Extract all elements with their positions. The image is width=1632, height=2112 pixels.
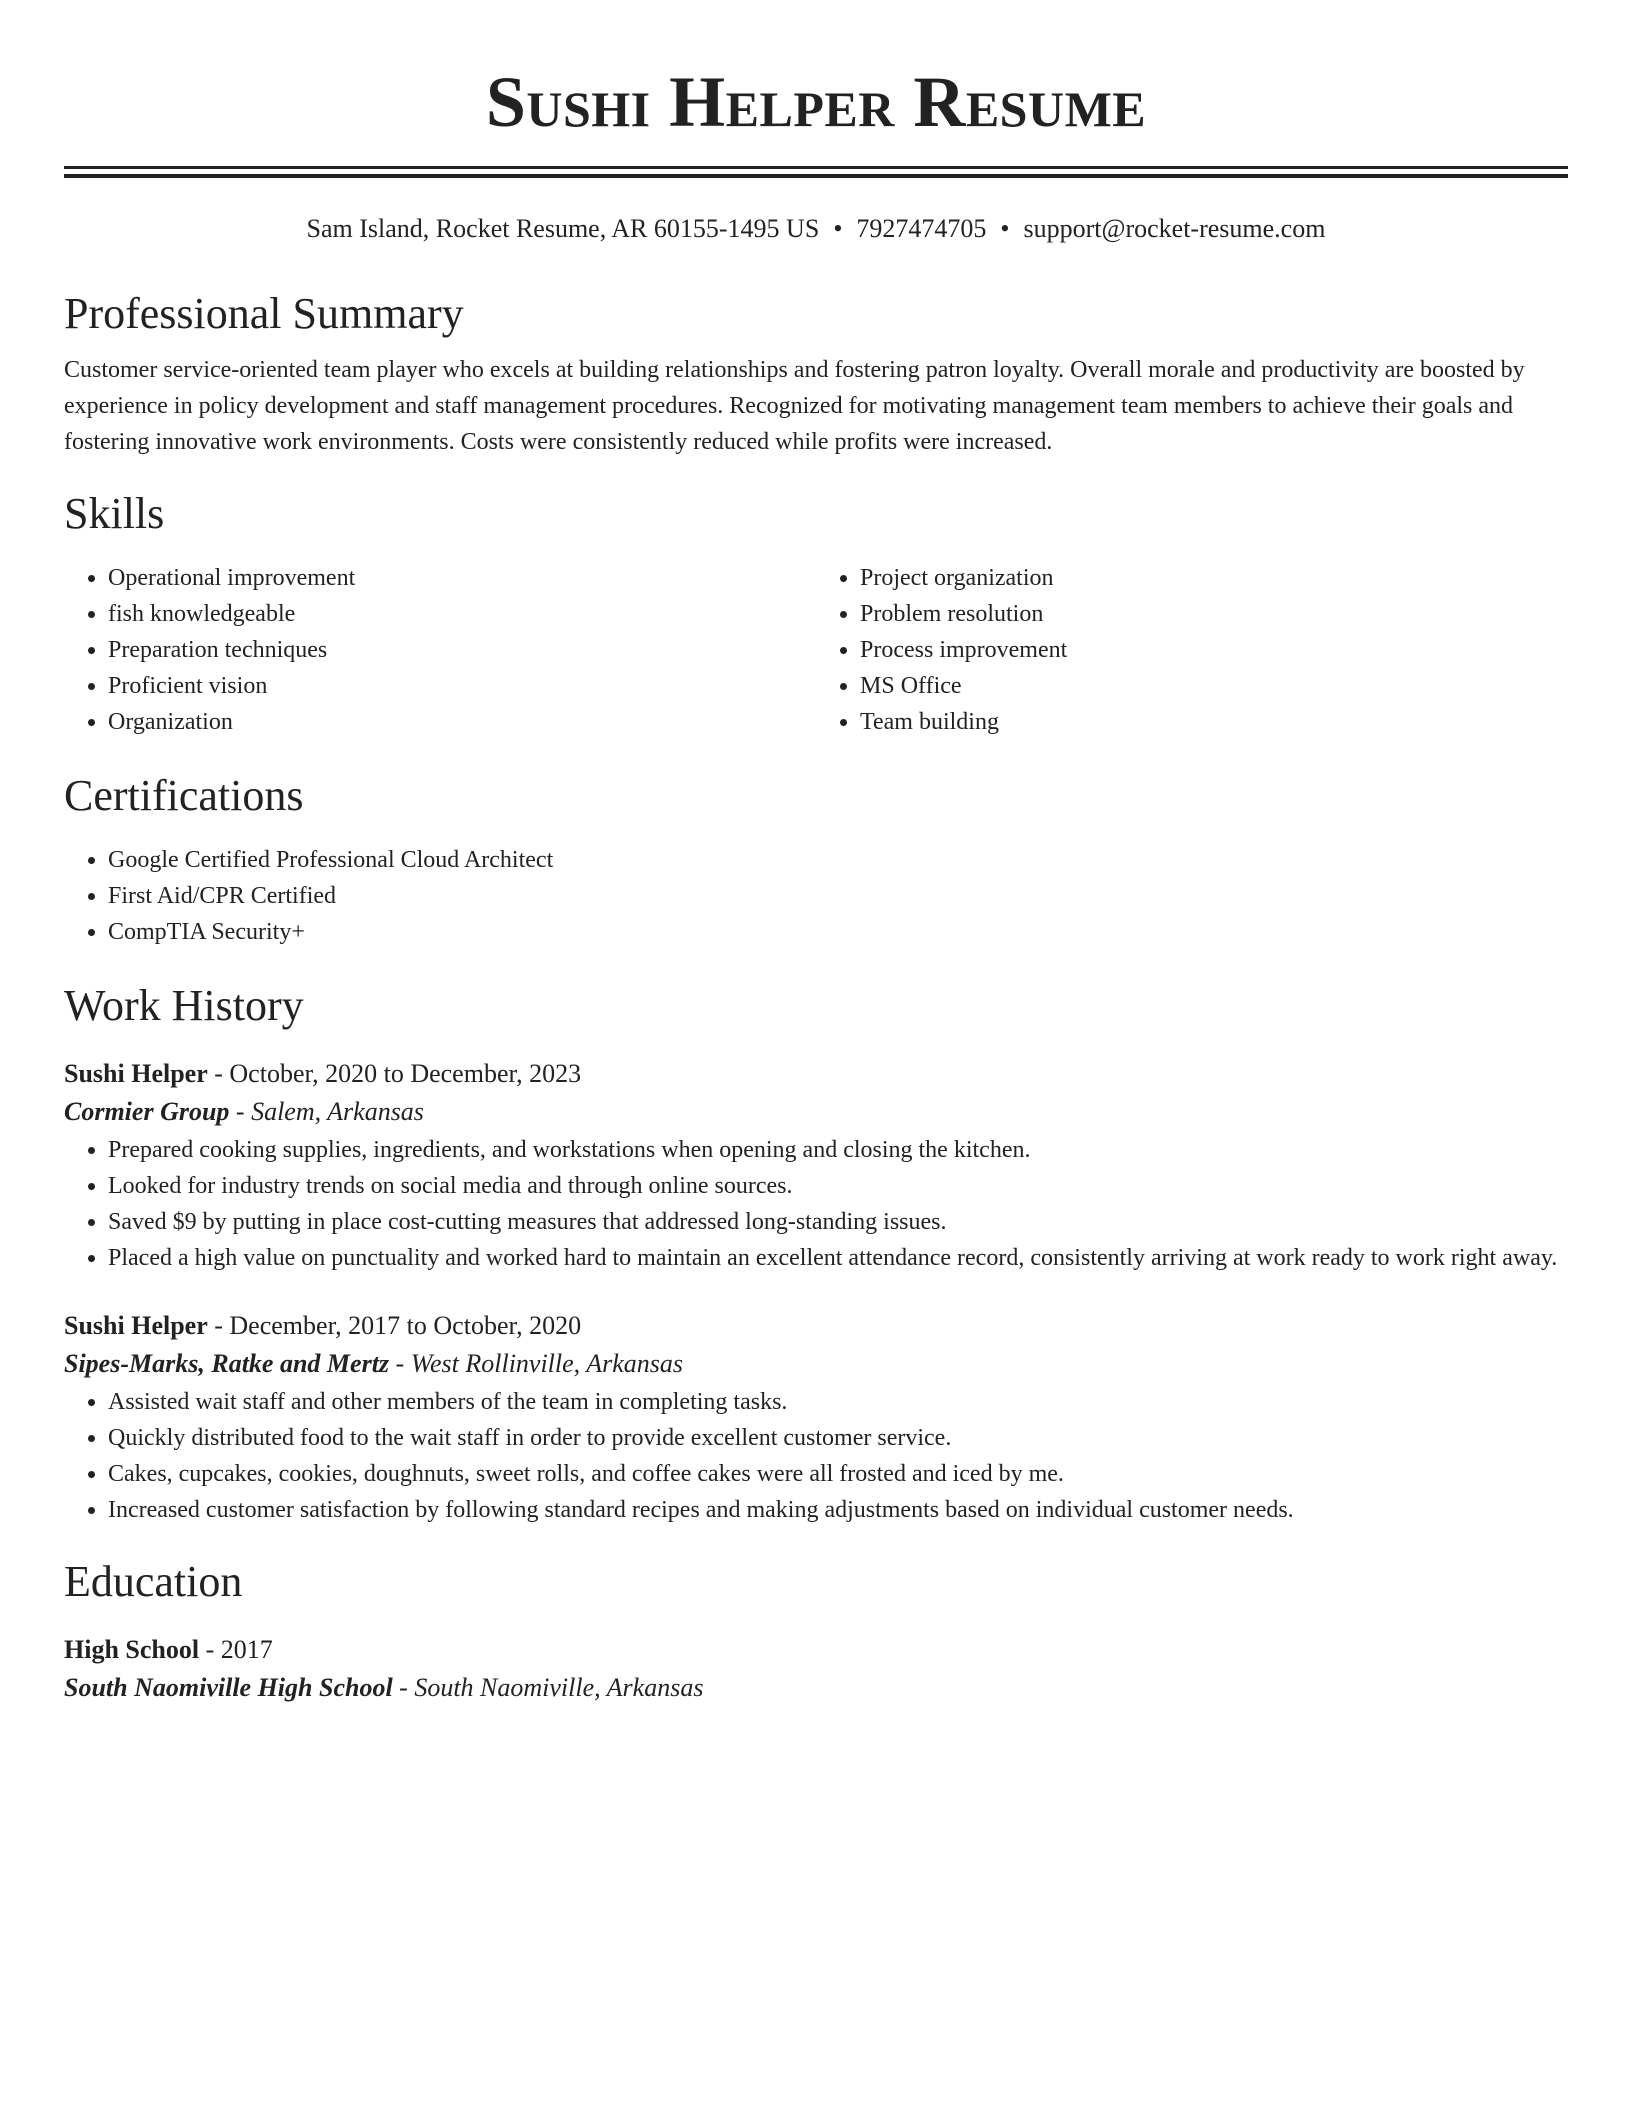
skill-item: • Operational improvement	[108, 560, 816, 596]
skill-item: • fish knowledgeable	[108, 596, 816, 632]
education-heading: Education	[64, 1557, 243, 1606]
job-duty-item: • Prepared cooking supplies, ingredients, and workstations when opening and closing the kitchen.	[108, 1132, 1568, 1168]
contact-email: support@rocket-resume.com	[1023, 214, 1326, 243]
work-history-heading: Work History	[64, 981, 304, 1030]
job-duty-item: • Increased customer satisfaction by following standard recipes and making adjustments based on individual customer needs.	[108, 1492, 1568, 1528]
job-title: Sushi Helper	[64, 1059, 208, 1088]
job-duty-item: • Quickly distributed food to the wait staff in order to provide excellent customer service.	[108, 1420, 1568, 1456]
job-title: Sushi Helper	[64, 1311, 208, 1340]
job-dates: - October, 2020 to December, 2023	[207, 1059, 582, 1088]
job-duty-item: • Assisted wait staff and other members of the team in completing tasks.	[108, 1384, 1568, 1420]
certifications-list	[64, 842, 1568, 950]
contact-address: Sam Island, Rocket Resume, AR 60155-1495 US	[306, 214, 820, 243]
job-company: Cormier Group	[64, 1097, 230, 1126]
skills-columns	[64, 560, 1568, 740]
education-degree-line	[64, 1632, 1568, 1668]
job-duty-item: • Looked for industry trends on social media and through online sources.	[108, 1168, 1568, 1204]
job-company-line	[64, 1092, 1568, 1132]
contact-separator: •	[833, 214, 843, 243]
skills-list-right	[816, 560, 1568, 740]
skill-item: • MS Office	[860, 668, 1568, 704]
job-dates: - December, 2017 to October, 2020	[207, 1311, 582, 1340]
skill-item: • Team building	[860, 704, 1568, 740]
education-school: South Naomiville High School	[64, 1673, 393, 1702]
job-entry	[64, 1056, 1568, 1276]
certification-item: • Google Certified Professional Cloud Architect	[108, 842, 1568, 878]
job-company: Sipes-Marks, Ratke and Mertz	[64, 1349, 390, 1378]
job-duties-list	[64, 1132, 1568, 1276]
resume-title: Sushi Helper Resume	[485, 62, 1147, 142]
skill-item: • Process improvement	[860, 632, 1568, 668]
job-company-line	[64, 1344, 1568, 1384]
contact-separator: •	[1000, 214, 1010, 243]
title-divider-thin	[64, 166, 1568, 169]
skill-item: • Preparation techniques	[108, 632, 816, 668]
education-school-line	[64, 1668, 1568, 1708]
contact-line	[64, 212, 1568, 246]
skills-list-left	[64, 560, 816, 740]
education-location: - South Naomiville, Arkansas	[392, 1673, 704, 1702]
summary-heading: Professional Summary	[64, 289, 464, 338]
job-duty-item: • Placed a high value on punctuality and worked hard to maintain an excellent attendance record, consistently arriving at work ready to work right away.	[108, 1240, 1568, 1276]
title-divider-thick	[64, 174, 1568, 178]
skill-item: • Project organization	[860, 560, 1568, 596]
certifications-heading: Certifications	[64, 771, 304, 820]
summary-text: Customer service-oriented team player who excels at building relationships and fostering patron loyalty. Overall morale and productivity are boosted by experience in policy development and staff management procedures. Recognized for motivating management team members to achieve their goals and fostering innovative work environments. Costs were consistently reduced while profits were increased.	[64, 357, 1525, 455]
job-title-line	[64, 1056, 1568, 1092]
job-duties-list	[64, 1384, 1568, 1528]
skill-item: • Problem resolution	[860, 596, 1568, 632]
skill-item: • Organization	[108, 704, 816, 740]
job-title-line	[64, 1308, 1568, 1344]
certification-item: • CompTIA Security+	[108, 914, 1568, 950]
job-location: - Salem, Arkansas	[229, 1097, 424, 1126]
job-location: - West Rollinville, Arkansas	[389, 1349, 683, 1378]
education-year: - 2017	[199, 1635, 273, 1664]
skill-item: • Proficient vision	[108, 668, 816, 704]
job-entry	[64, 1308, 1568, 1528]
education-degree: High School	[64, 1635, 200, 1664]
skills-heading: Skills	[64, 489, 165, 538]
contact-phone: 7927474705	[856, 214, 987, 243]
job-duty-item: • Saved $9 by putting in place cost-cutting measures that addressed long-standing issues.	[108, 1204, 1568, 1240]
certification-item: • First Aid/CPR Certified	[108, 878, 1568, 914]
job-duty-item: • Cakes, cupcakes, cookies, doughnuts, sweet rolls, and coffee cakes were all frosted and iced by me.	[108, 1456, 1568, 1492]
